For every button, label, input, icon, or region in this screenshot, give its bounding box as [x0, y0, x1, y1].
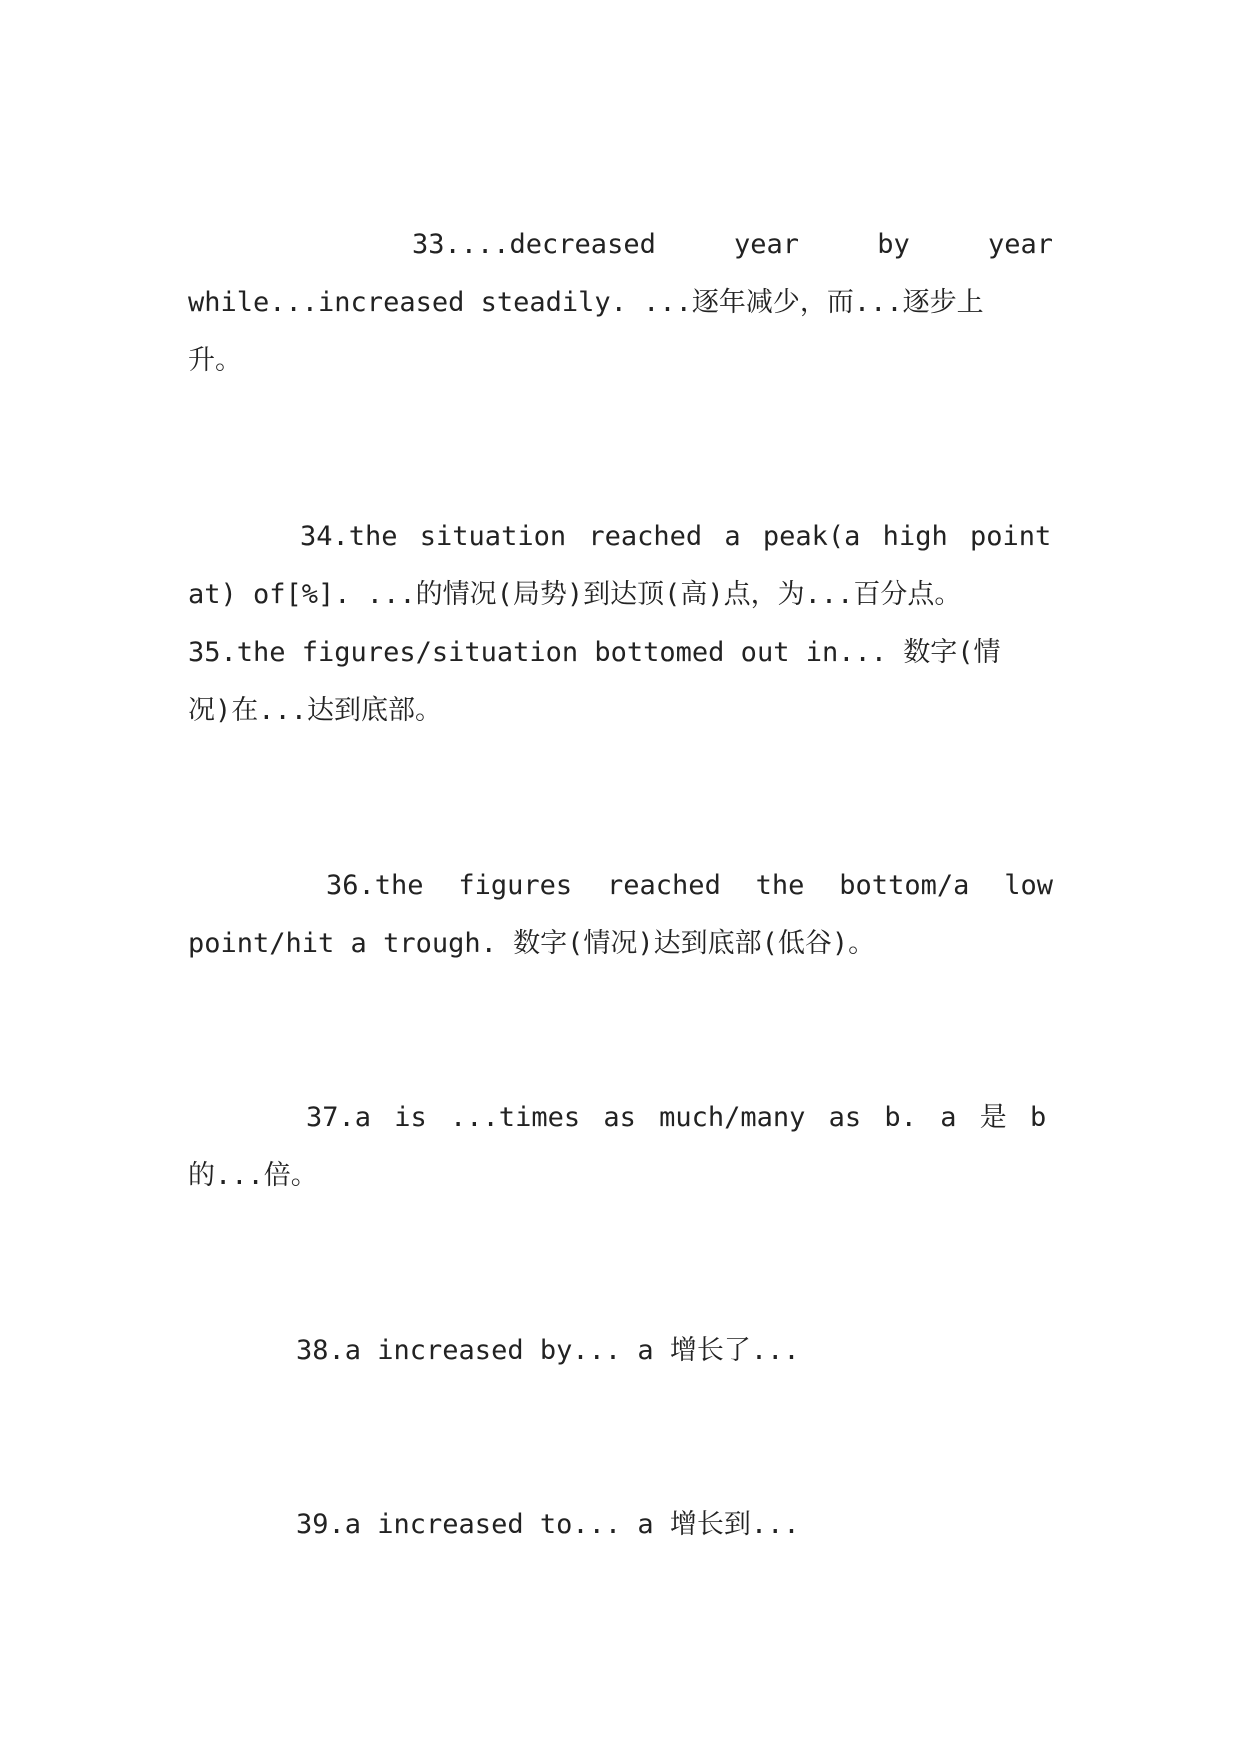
word: the — [755, 870, 805, 901]
word: low — [1004, 870, 1053, 901]
word: year — [987, 229, 1053, 260]
entry-38-line-1: 38.a increased by... a 增长了... — [296, 1335, 800, 1366]
word: figures — [458, 870, 573, 901]
entry-36-line-1 — [326, 857, 1053, 915]
entry-35-line-2: 况)在...达到底部。 — [188, 695, 443, 726]
entry-34-line-2: at) of[%]. ...的情况(局势)到达顶(高)点，为...百分点。 — [188, 579, 962, 610]
entry-39-line-1: 39.a increased to... a 增长到... — [296, 1509, 800, 1540]
entry-37-line-1: 37.a is ...times as much/many as b. a 是 b — [306, 1102, 1047, 1133]
word: 36.the — [326, 870, 424, 901]
entry-37-line-2: 的...倍。 — [188, 1160, 318, 1191]
word: 33....decreased — [412, 229, 656, 260]
entry-36-line-2: point/hit a trough. 数字(情况)达到底部(低谷)。 — [188, 928, 876, 959]
entry-33-line-1 — [412, 216, 1053, 274]
entry-34-line-1: 34.the situation reached a peak(a high point — [300, 521, 1052, 552]
word: reached — [607, 870, 721, 901]
entry-33-line-2: while...increased steadily. ...逐年减少，而...逐步上 — [188, 287, 984, 318]
word: bottom/a — [839, 870, 970, 901]
word: year — [734, 229, 800, 260]
entry-33-line-3: 升。 — [188, 345, 242, 376]
entry-35-line-1: 35.the figures/situation bottomed out in... 数字(情 — [188, 637, 1001, 668]
word: by — [877, 229, 910, 260]
